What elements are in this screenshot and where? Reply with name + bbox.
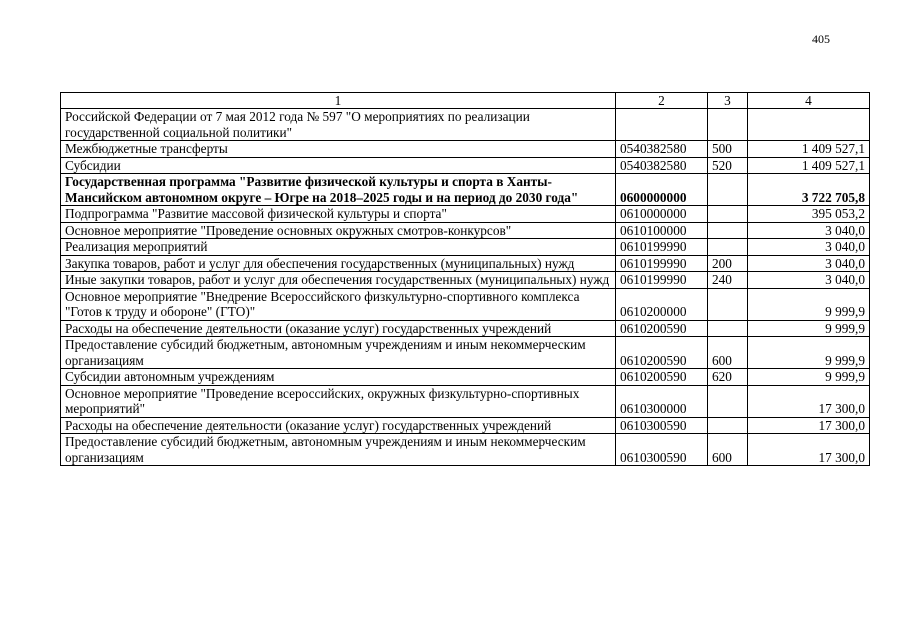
cell-expense-type xyxy=(708,288,748,320)
cell-name: Предоставление субсидий бюджетным, автономным учреждениям и иным некоммерческим организациям xyxy=(61,337,616,369)
cell-amount: 3 040,0 xyxy=(748,255,870,272)
cell-target-code: 0610200590 xyxy=(616,320,708,337)
table-row xyxy=(61,141,870,158)
cell-target-code: 0610200000 xyxy=(616,288,708,320)
cell-target-code: 0610000000 xyxy=(616,206,708,223)
cell-name: Субсидии автономным учреждениям xyxy=(61,369,616,386)
cell-name: Реализация мероприятий xyxy=(61,239,616,256)
cell-name: Иные закупки товаров, работ и услуг для обеспечения государственных (муниципальных) нужд xyxy=(61,272,616,289)
cell-name: Расходы на обеспечение деятельности (оказание услуг) государственных учреждений xyxy=(61,320,616,337)
table-row xyxy=(61,239,870,256)
cell-target-code: 0540382580 xyxy=(616,141,708,158)
cell-amount: 3 040,0 xyxy=(748,222,870,239)
cell-expense-type: 620 xyxy=(708,369,748,386)
cell-target-code: 0610199990 xyxy=(616,255,708,272)
cell-expense-type: 520 xyxy=(708,157,748,174)
cell-name: Российской Федерации от 7 мая 2012 года № 597 "О мероприятиях по реализации государственной социальной политики" xyxy=(61,109,616,141)
cell-expense-type xyxy=(708,222,748,239)
table-row xyxy=(61,157,870,174)
table-row xyxy=(61,337,870,369)
budget-table xyxy=(60,92,870,466)
table-row xyxy=(61,320,870,337)
cell-amount: 3 040,0 xyxy=(748,272,870,289)
cell-expense-type xyxy=(708,206,748,223)
header-col-1: 1 xyxy=(61,93,616,109)
cell-expense-type: 500 xyxy=(708,141,748,158)
cell-name: Государственная программа "Развитие физической культуры и спорта в Ханты-Мансийском автономном округе – Югре на 2018–2025 годы и на период до 2030 года" xyxy=(61,174,616,206)
cell-amount: 1 409 527,1 xyxy=(748,141,870,158)
cell-target-code: 0610199990 xyxy=(616,272,708,289)
cell-expense-type xyxy=(708,109,748,141)
cell-name: Основное мероприятие "Проведение основных окружных смотров-конкурсов" xyxy=(61,222,616,239)
cell-target-code: 0610200590 xyxy=(616,369,708,386)
cell-amount: 1 409 527,1 xyxy=(748,157,870,174)
cell-name: Межбюджетные трансферты xyxy=(61,141,616,158)
cell-target-code: 0600000000 xyxy=(616,174,708,206)
cell-expense-type xyxy=(708,417,748,434)
table-row xyxy=(61,417,870,434)
cell-name: Закупка товаров, работ и услуг для обеспечения государственных (муниципальных) нужд xyxy=(61,255,616,272)
cell-expense-type xyxy=(708,239,748,256)
table-row xyxy=(61,272,870,289)
table-row xyxy=(61,434,870,466)
cell-amount: 9 999,9 xyxy=(748,337,870,369)
cell-target-code: 0610100000 xyxy=(616,222,708,239)
cell-expense-type: 600 xyxy=(708,337,748,369)
cell-target-code: 0610199990 xyxy=(616,239,708,256)
cell-name: Субсидии xyxy=(61,157,616,174)
cell-amount: 395 053,2 xyxy=(748,206,870,223)
cell-amount: 17 300,0 xyxy=(748,385,870,417)
cell-amount: 3 040,0 xyxy=(748,239,870,256)
table-row xyxy=(61,174,870,206)
cell-expense-type: 600 xyxy=(708,434,748,466)
cell-amount: 9 999,9 xyxy=(748,320,870,337)
table-row xyxy=(61,288,870,320)
table-body xyxy=(61,109,870,466)
cell-amount: 17 300,0 xyxy=(748,434,870,466)
cell-target-code xyxy=(616,109,708,141)
cell-amount: 17 300,0 xyxy=(748,417,870,434)
table-row xyxy=(61,255,870,272)
cell-name: Основное мероприятие "Внедрение Всероссийского физкультурно-спортивного комплекса "Готов к труду и обороне" (ГТО)" xyxy=(61,288,616,320)
cell-target-code: 0540382580 xyxy=(616,157,708,174)
cell-expense-type xyxy=(708,320,748,337)
cell-target-code: 0610300000 xyxy=(616,385,708,417)
header-col-2: 2 xyxy=(616,93,708,109)
cell-expense-type: 240 xyxy=(708,272,748,289)
cell-target-code: 0610200590 xyxy=(616,337,708,369)
cell-amount: 3 722 705,8 xyxy=(748,174,870,206)
cell-target-code: 0610300590 xyxy=(616,434,708,466)
table-header xyxy=(61,93,870,109)
cell-name: Предоставление субсидий бюджетным, автономным учреждениям и иным некоммерческим организациям xyxy=(61,434,616,466)
cell-expense-type: 200 xyxy=(708,255,748,272)
cell-amount: 9 999,9 xyxy=(748,369,870,386)
cell-expense-type xyxy=(708,385,748,417)
table-row xyxy=(61,369,870,386)
cell-name: Основное мероприятие "Проведение всероссийских, окружных физкультурно-спортивных мероприятий" xyxy=(61,385,616,417)
cell-expense-type xyxy=(708,174,748,206)
cell-name: Подпрограмма "Развитие массовой физической культуры и спорта" xyxy=(61,206,616,223)
cell-target-code: 0610300590 xyxy=(616,417,708,434)
table-row xyxy=(61,222,870,239)
table-row xyxy=(61,206,870,223)
table-row xyxy=(61,109,870,141)
cell-name: Расходы на обеспечение деятельности (оказание услуг) государственных учреждений xyxy=(61,417,616,434)
header-col-4: 4 xyxy=(748,93,870,109)
cell-amount: 9 999,9 xyxy=(748,288,870,320)
page-number: 405 xyxy=(812,32,830,46)
table-row xyxy=(61,385,870,417)
header-col-3: 3 xyxy=(708,93,748,109)
cell-amount xyxy=(748,109,870,141)
